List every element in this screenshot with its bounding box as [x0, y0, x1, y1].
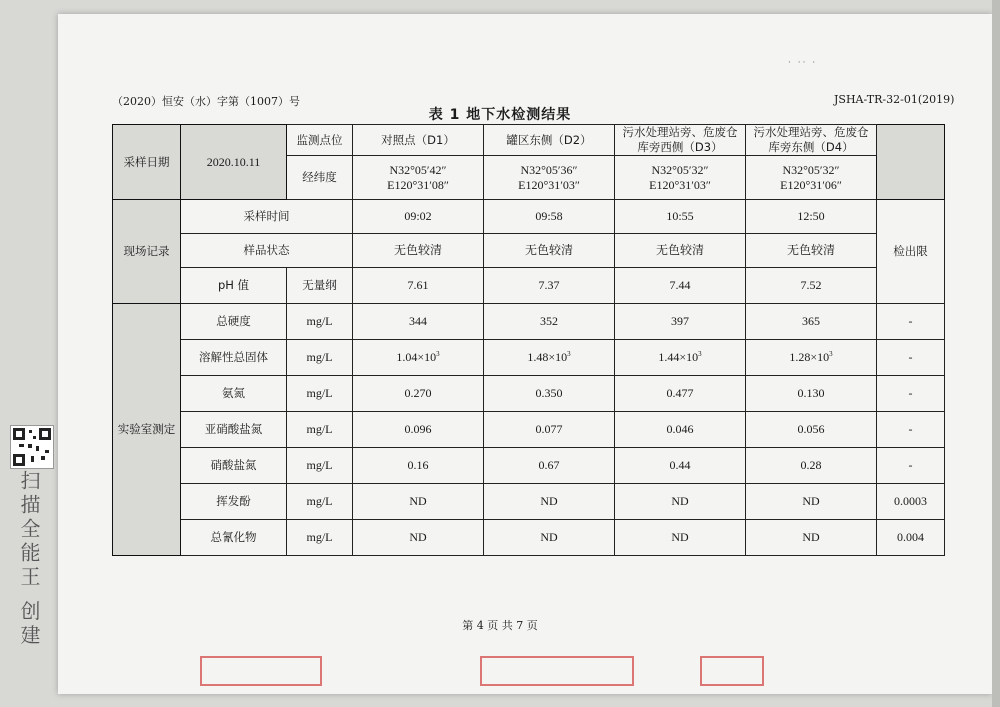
- field-record-label: 现场记录: [113, 200, 181, 304]
- lab-limit: -: [877, 340, 945, 376]
- lab-unit: mg/L: [287, 340, 353, 376]
- lab-row: [113, 340, 945, 376]
- lab-value: 365: [746, 304, 877, 340]
- point-name-d4: 污水处理站旁、危废仓库旁东侧（D4）: [746, 125, 877, 156]
- lab-limit: -: [877, 412, 945, 448]
- lab-value: ND: [615, 484, 746, 520]
- field-row: [113, 234, 945, 268]
- lab-value: ND: [484, 520, 615, 556]
- field-value: 7.37: [484, 268, 615, 304]
- lab-limit: 0.004: [877, 520, 945, 556]
- lab-value: $1.44\times 10^3$: [615, 340, 746, 376]
- lab-value: 397: [615, 304, 746, 340]
- point-name-d3: 污水处理站旁、危废仓库旁西侧（D3）: [615, 125, 746, 156]
- lab-value: 344: [353, 304, 484, 340]
- lab-row: [113, 412, 945, 448]
- lab-item: 亚硝酸盐氮: [181, 412, 287, 448]
- point-name-d1: 对照点（D1）: [353, 125, 484, 156]
- lab-unit: mg/L: [287, 520, 353, 556]
- lab-value: $1.04\times 10^3$: [353, 340, 484, 376]
- lab-value: 0.046: [615, 412, 746, 448]
- red-stamp-center: [480, 656, 634, 686]
- field-value: 12:50: [746, 200, 877, 234]
- lab-unit: mg/L: [287, 376, 353, 412]
- field-item: 采样时间: [181, 200, 353, 234]
- lab-value: 0.28: [746, 448, 877, 484]
- lab-row: [113, 448, 945, 484]
- lab-limit: -: [877, 304, 945, 340]
- field-value: 无色较清: [615, 234, 746, 268]
- field-value: 7.44: [615, 268, 746, 304]
- field-value: 无色较清: [484, 234, 615, 268]
- corner-marks: · ·· ·: [788, 58, 818, 68]
- lab-limit: 0.0003: [877, 484, 945, 520]
- lab-row: [113, 376, 945, 412]
- lab-value: ND: [484, 484, 615, 520]
- lab-value: 0.056: [746, 412, 877, 448]
- field-item: 样品状态: [181, 234, 353, 268]
- lab-value: ND: [353, 520, 484, 556]
- lab-item: 硝酸盐氮: [181, 448, 287, 484]
- field-item: pH 值: [181, 268, 287, 304]
- limit-header-spacer: [877, 125, 945, 200]
- lab-row: [113, 304, 945, 340]
- field-value: 无色较清: [353, 234, 484, 268]
- scanner-watermark: 扫描全能王 创建: [17, 470, 41, 649]
- coordinates-label: 经纬度: [287, 156, 353, 200]
- lab-value: ND: [746, 520, 877, 556]
- field-value: 7.61: [353, 268, 484, 304]
- lab-unit: mg/L: [287, 484, 353, 520]
- field-unit: 无量纲: [287, 268, 353, 304]
- field-value: 10:55: [615, 200, 746, 234]
- lab-value: 0.477: [615, 376, 746, 412]
- red-stamp-left: [200, 656, 322, 686]
- field-value: 无色较清: [746, 234, 877, 268]
- header-row-points: [113, 125, 945, 156]
- field-value: 09:58: [484, 200, 615, 234]
- detection-limit-label: 检出限: [877, 200, 945, 304]
- lab-value: $1.48\times 10^3$: [484, 340, 615, 376]
- coord-d2: N32°05′36″ E120°31′03″: [484, 156, 615, 200]
- field-row: [113, 268, 945, 304]
- document-code: JSHA-TR-32-01(2019): [834, 93, 955, 106]
- point-name-d2: 罐区东侧（D2）: [484, 125, 615, 156]
- lab-row: [113, 520, 945, 556]
- lab-value: 0.350: [484, 376, 615, 412]
- lab-value: 352: [484, 304, 615, 340]
- lab-value: 0.096: [353, 412, 484, 448]
- document-number: （2020）恒安（水）字第（1007）号: [112, 95, 300, 108]
- coord-d4: N32°05′32″ E120°31′06″: [746, 156, 877, 200]
- lab-value: ND: [353, 484, 484, 520]
- coord-d1: N32°05′42″ E120°31′08″: [353, 156, 484, 200]
- lab-item: 氨氮: [181, 376, 287, 412]
- field-value: 09:02: [353, 200, 484, 234]
- lab-value: ND: [615, 520, 746, 556]
- lab-value: $1.28\times 10^3$: [746, 340, 877, 376]
- lab-value: 0.270: [353, 376, 484, 412]
- red-stamp-right: [700, 656, 764, 686]
- lab-value: 0.077: [484, 412, 615, 448]
- coord-d3: N32°05′32″ E120°31′03″: [615, 156, 746, 200]
- lab-measurement-label: 实验室测定: [113, 304, 181, 556]
- lab-limit: -: [877, 376, 945, 412]
- monitoring-point-label: 监测点位: [287, 125, 353, 156]
- lab-value: 0.16: [353, 448, 484, 484]
- lab-item: 挥发酚: [181, 484, 287, 520]
- page-number: 第 4 页 共 7 页: [462, 619, 538, 632]
- lab-item: 总硬度: [181, 304, 287, 340]
- field-value: 7.52: [746, 268, 877, 304]
- lab-unit: mg/L: [287, 412, 353, 448]
- sampling-date-value: 2020.10.11: [181, 125, 287, 200]
- lab-item: 溶解性总固体: [181, 340, 287, 376]
- lab-item: 总氰化物: [181, 520, 287, 556]
- table-title: 表 1 地下水检测结果: [428, 107, 572, 123]
- lab-value: 0.130: [746, 376, 877, 412]
- lab-unit: mg/L: [287, 304, 353, 340]
- lab-unit: mg/L: [287, 448, 353, 484]
- results-table: [112, 124, 945, 556]
- lab-row: [113, 484, 945, 520]
- lab-value: 0.44: [615, 448, 746, 484]
- sampling-date-label: 采样日期: [113, 125, 181, 200]
- lab-limit: -: [877, 448, 945, 484]
- lab-value: 0.67: [484, 448, 615, 484]
- qr-code-icon: [10, 425, 54, 469]
- lab-value: ND: [746, 484, 877, 520]
- field-row: [113, 200, 945, 234]
